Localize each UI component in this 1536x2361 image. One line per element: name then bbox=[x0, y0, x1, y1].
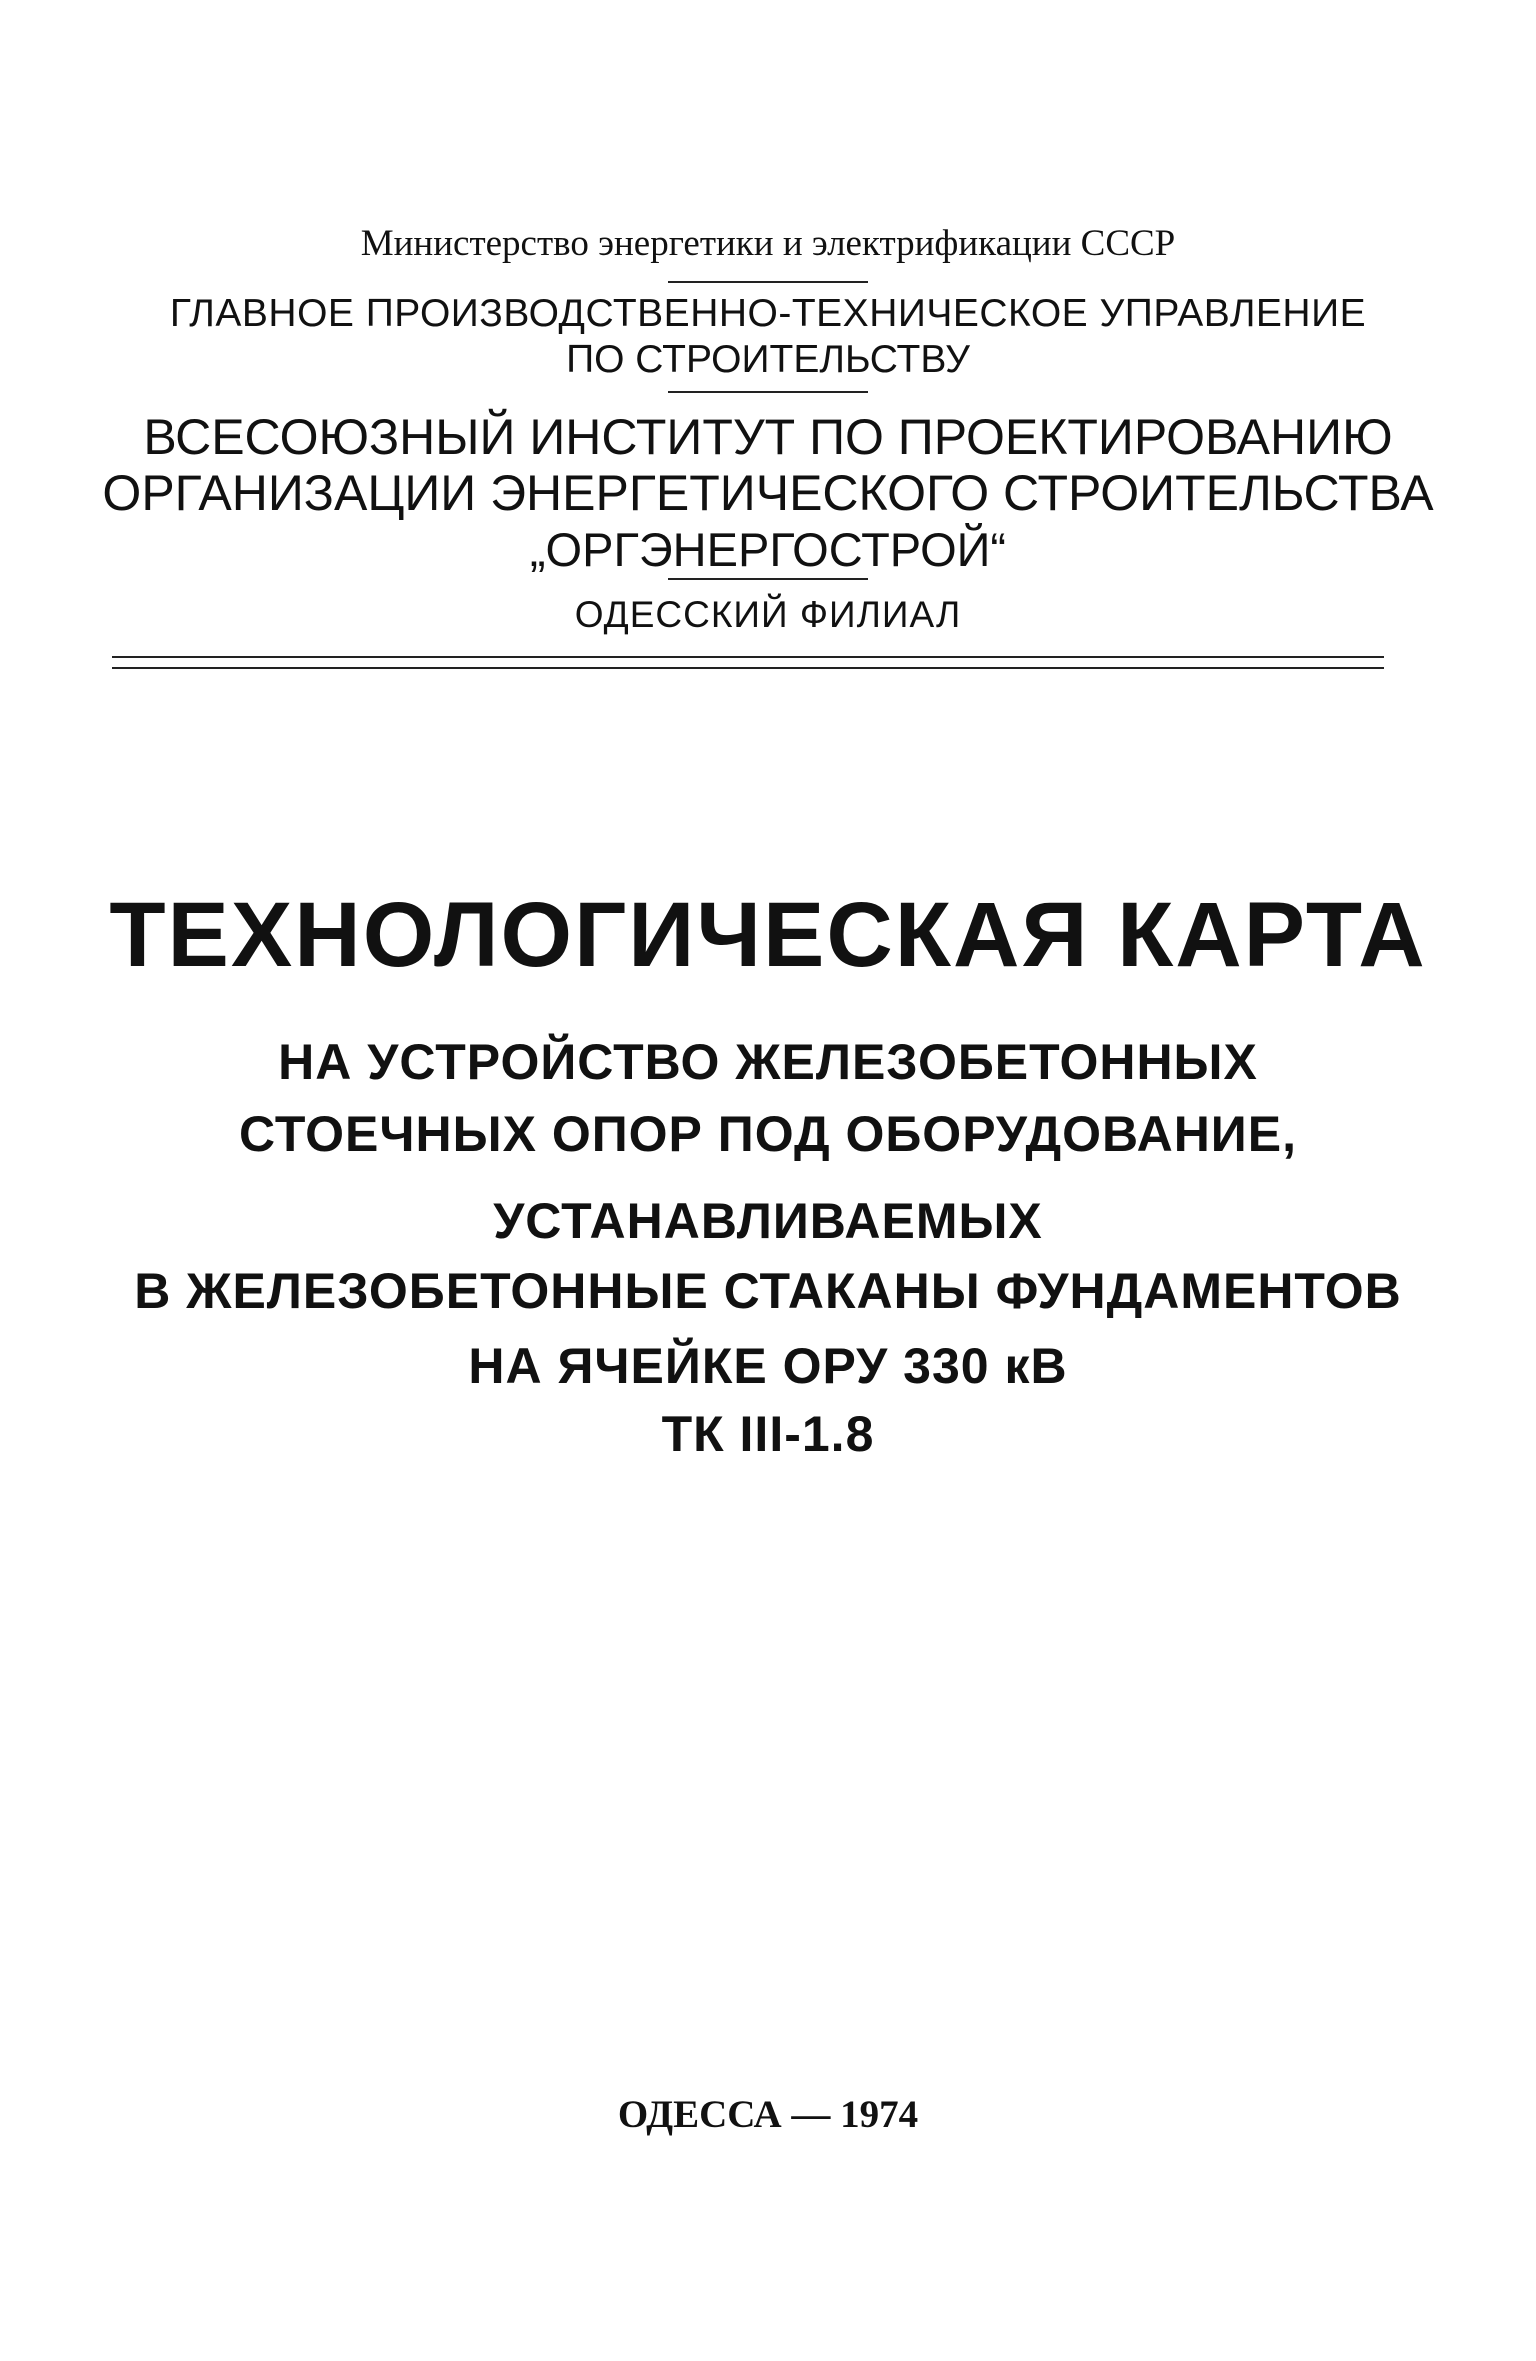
place-year: ОДЕССА — 1974 bbox=[617, 2093, 919, 2136]
branch-line: ОДЕССКИЙ ФИЛИАЛ bbox=[574, 594, 962, 635]
subtitle-line-3: УСТАНАВЛИВАЕМЫХ bbox=[493, 1193, 1043, 1249]
separator-1 bbox=[668, 281, 868, 283]
ministry-line: Министерство энергетики и электрификации СССР bbox=[360, 223, 1176, 264]
directorate-line-2: ПО СТРОИТЕЛЬСТВУ bbox=[566, 338, 970, 381]
document-code: ТК III-1.8 bbox=[661, 1406, 875, 1462]
header-rule-bottom bbox=[112, 667, 1384, 669]
subtitle-line-5: НА ЯЧЕЙКЕ ОРУ 330 кВ bbox=[468, 1338, 1068, 1394]
main-title: ТЕХНОЛОГИЧЕСКАЯ КАРТА bbox=[109, 884, 1427, 986]
subtitle-line-2: СТОЕЧНЫХ ОПОР ПОД ОБОРУДОВАНИЕ, bbox=[239, 1106, 1297, 1162]
subtitle-line-4: В ЖЕЛЕЗОБЕТОННЫЕ СТАКАНЫ ФУНДАМЕНТОВ bbox=[134, 1263, 1402, 1319]
separator-2 bbox=[668, 391, 868, 393]
header-rule-top bbox=[112, 656, 1384, 658]
separator-3 bbox=[668, 578, 868, 580]
institute-line-2: ОРГАНИЗАЦИИ ЭНЕРГЕТИЧЕСКОГО СТРОИТЕЛЬСТВА bbox=[102, 465, 1434, 521]
institute-line-3: „ОРГЭНЕРГОСТРОЙ“ bbox=[529, 523, 1007, 576]
directorate-line-1: ГЛАВНОЕ ПРОИЗВОДСТВЕННО-ТЕХНИЧЕСКОЕ УПРАВЛЕНИЕ bbox=[169, 292, 1367, 335]
institute-line-1: ВСЕСОЮЗНЫЙ ИНСТИТУТ ПО ПРОЕКТИРОВАНИЮ bbox=[143, 409, 1393, 465]
subtitle-line-1: НА УСТРОЙСТВО ЖЕЛЕЗОБЕТОННЫХ bbox=[278, 1034, 1258, 1090]
